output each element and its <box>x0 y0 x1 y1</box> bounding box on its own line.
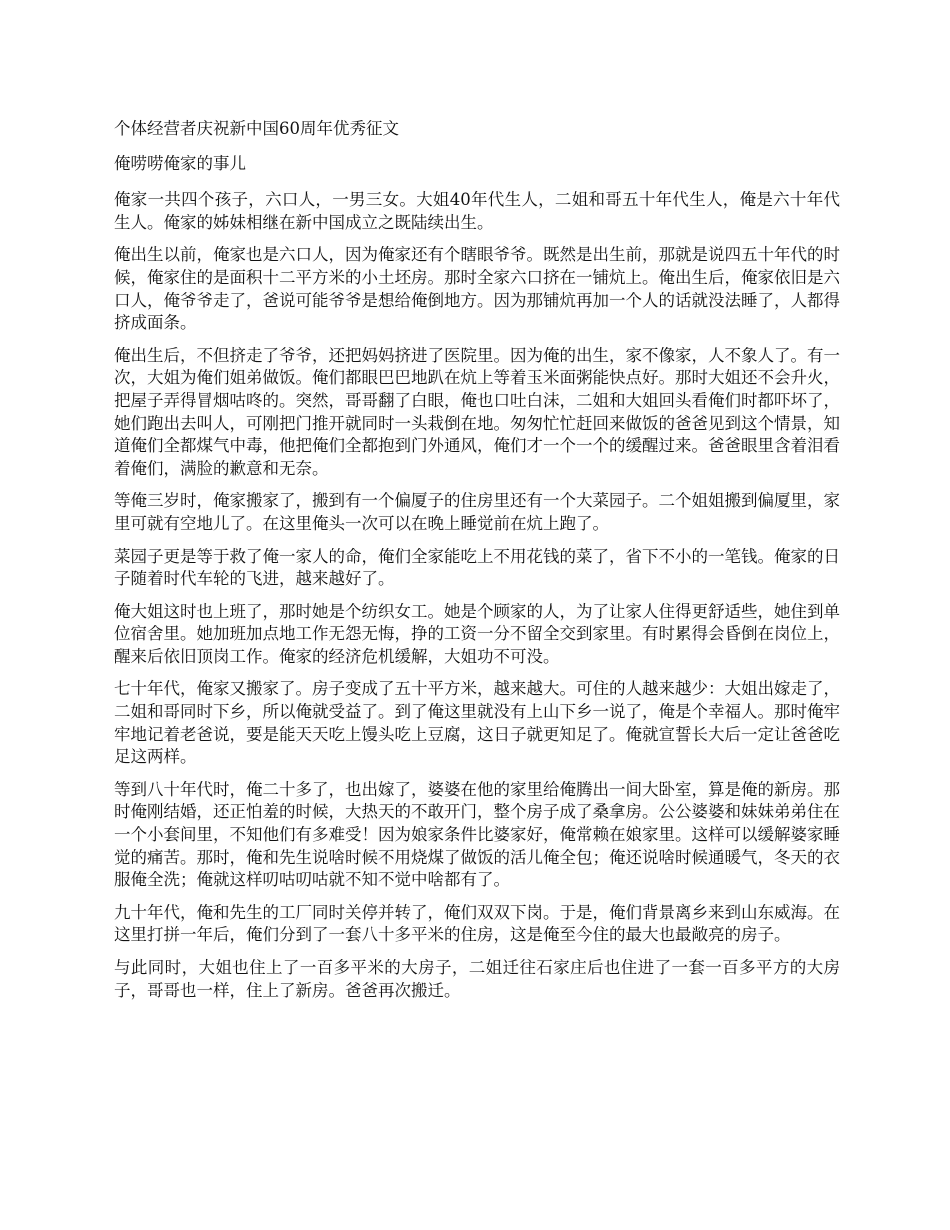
document-subtitle: 俺唠唠俺家的事儿 <box>114 153 246 173</box>
paragraph-10: 与此同时，大姐也住上了一百多平米的大房子，二姐迁往石家庄后也住进了一套一百多平方的大房子，哥哥也一样，住上了新房。爸爸再次搬迁。 <box>114 958 840 1000</box>
document-title: 个体经营者庆祝新中国60周年优秀征文 <box>114 119 399 138</box>
paragraph-3: 俺出生后，不但挤走了爷爷，还把妈妈挤进了医院里。因为俺的出生，家不像家，人不象人了。有一次，大姐为俺们姐弟做饭。俺们都眼巴巴地趴在炕上等着玉米面粥能快点好。那时大姐还不会升火，把屋子弄得冒烟咕咚的。突然，哥哥翻了白眼，俺也口吐白沫，二姐和大姐回头看俺们时都吓坏了，她们跑出去叫人，可刚把门推开就同时一头栽倒在地。匆匆忙忙赶回来做饭的爸爸见到这个情景，知道俺们全都煤气中毒，他把俺们全都抱到门外通风，俺们才一个一个的缓醒过来。爸爸眼里含着泪看着俺们，满脸的歉意和无奈。 <box>114 345 840 478</box>
document-body <box>114 118 840 1012</box>
paragraph-2: 俺出生以前，俺家也是六口人，因为俺家还有个瞎眼爷爷。既然是出生前，那就是说四五十年代的时候，俺家住的是面积十二平方米的小土坯房。那时全家六口挤在一铺炕上。俺出生后，俺家依旧是六口人，俺爷爷走了，爸说可能爷爷是想给俺倒地方。因为那铺炕再加一个人的话就没法睡了，人都得挤成面条。 <box>114 245 840 333</box>
paragraph-1: 俺家一共四个孩子，六口人，一男三女。大姐40年代生人，二姐和哥五十年代生人，俺是六十年代生人。俺家的姊妹相继在新中国成立之既陆续出生。 <box>114 190 840 232</box>
paragraph-9: 九十年代，俺和先生的工厂同时关停并转了，俺们双双下岗。于是，俺们背景离乡来到山东威海。在这里打拼一年后，俺们分到了一套八十多平米的住房，这是俺至今住的最大也最敞亮的房子。 <box>114 902 840 945</box>
paragraph-5: 菜园子更是等于救了俺一家人的命，俺们全家能吃上不用花钱的菜了，省下不小的一笔钱。俺家的日子随着时代车轮的飞进，越来越好了。 <box>114 546 840 589</box>
paragraph-6: 俺大姐这时也上班了，那时她是个纺织女工。她是个顾家的人，为了让家人住得更舒适些，她住到单位宿舍里。她加班加点地工作无怨无悔，挣的工资一分不留全交到家里。有时累得会昏倒在岗位上，醒来后依旧顶岗工作。俺家的经济危机缓解，大姐功不可没。 <box>114 601 840 666</box>
paragraph-7: 七十年代，俺家又搬家了。房子变成了五十平方米，越来越大。可住的人越来越少：大姐出嫁走了，二姐和哥同时下乡，所以俺就受益了。到了俺这里就没有上山下乡一说了，俺是个幸福人。那时俺牢牢地记着老爸说，要是能天天吃上馒头吃上豆腐，这日子就更知足了。俺就宣誓长大后一定让爸爸吃足这两样。 <box>114 679 840 767</box>
paragraph-8: 等到八十年代时，俺二十多了，也出嫁了，婆婆在他的家里给俺腾出一间大卧室，算是俺的新房。那时俺刚结婚，还正怕羞的时候，大热天的不敢开门，整个房子成了桑拿房。公公婆婆和妹妹弟弟住在一个小套间里，不知他们有多难受！因为娘家条件比婆家好，俺常赖在娘家里。这样可以缓解婆家睡觉的痛苦。那时，俺和先生说啥时候不用烧煤了做饭的活儿俺全包；俺还说啥时候通暖气，冬天的衣服俺全洗；俺就这样叨咕叨咕就不知不觉中啥都有了。 <box>114 779 840 890</box>
paragraph-4: 等俺三岁时，俺家搬家了，搬到有一个偏厦子的住房里还有一个大菜园子。二个姐姐搬到偏厦里，家里可就有空地儿了。在这里俺头一次可以在晚上睡觉前在炕上跑了。 <box>114 491 840 533</box>
